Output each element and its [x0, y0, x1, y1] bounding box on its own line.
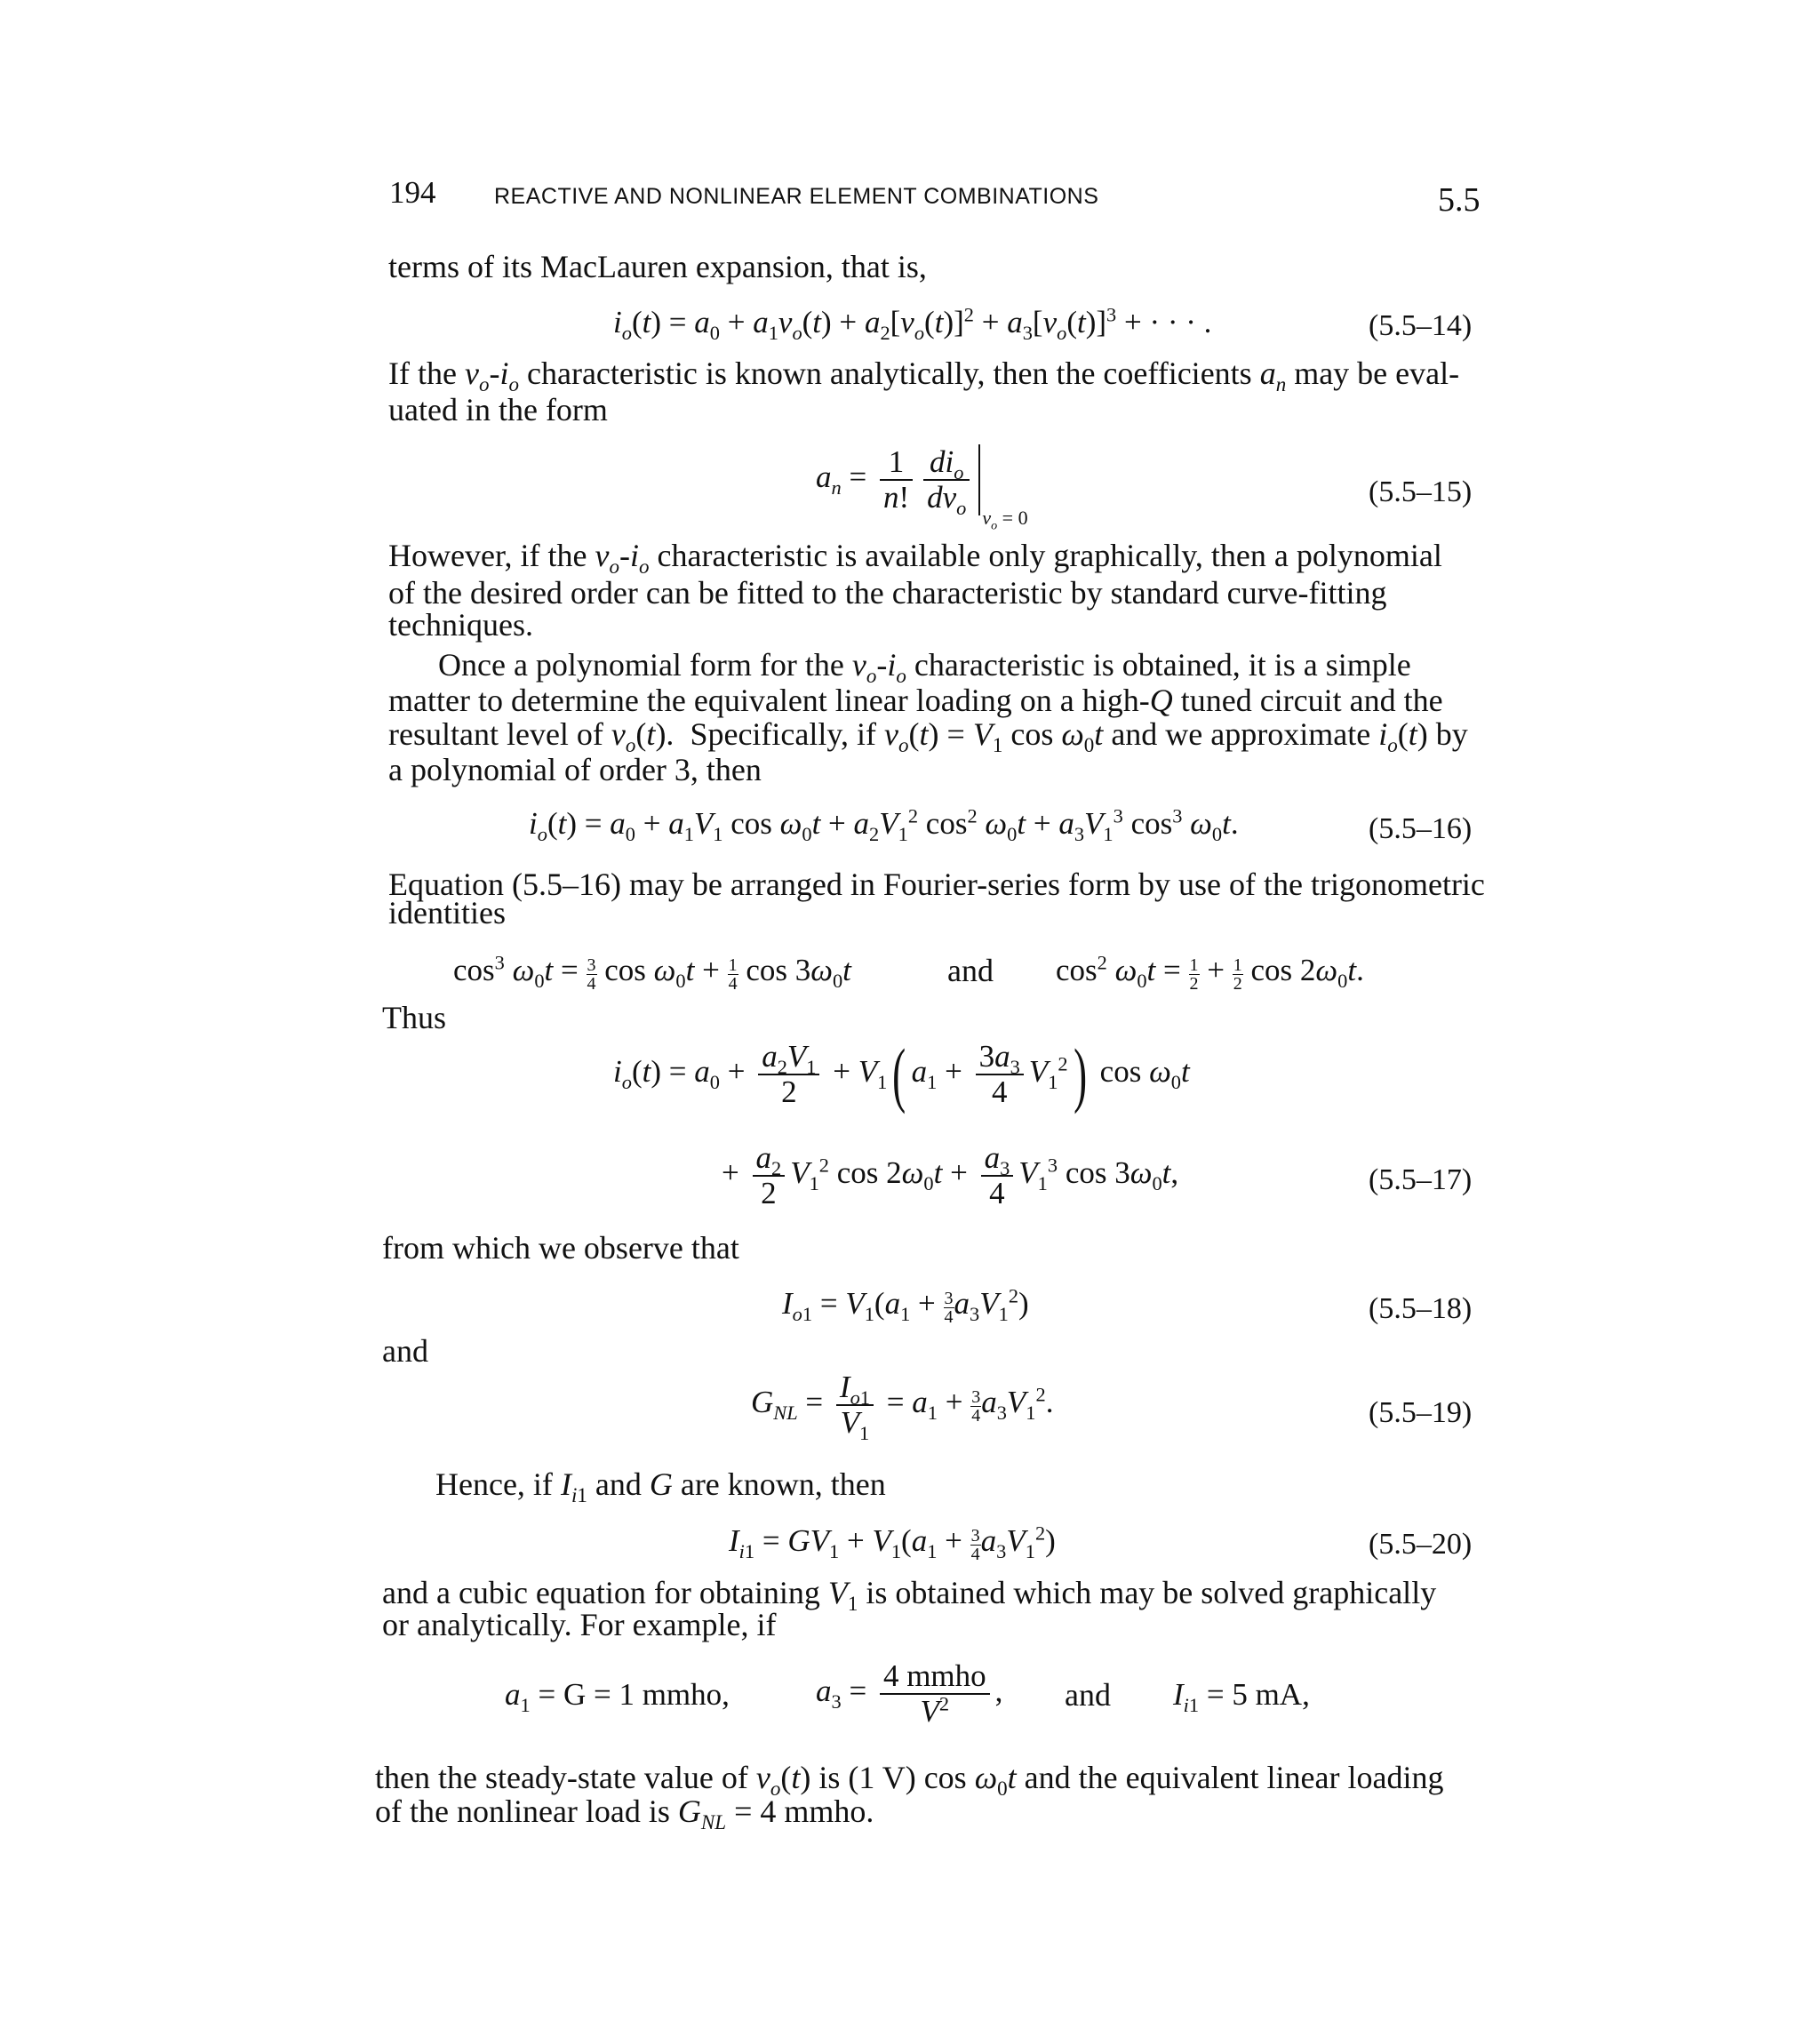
paragraph-line: from which we observe that [382, 1230, 739, 1266]
paragraph-line: or analytically. For example, if [382, 1607, 777, 1642]
paragraph-line: Equation (5.5–16) may be arranged in Fourier-series form by use of the trigonometric [388, 867, 1485, 902]
paragraph-line: and a cubic equation for obtaining $V_1$ is obtained which may be solved graphically [382, 1575, 1437, 1616]
equation-number: (5.5–15) [1369, 475, 1473, 508]
identity-and: and [947, 953, 994, 988]
paragraph-line: and [382, 1333, 428, 1369]
equation-5-5-19: $G_{NL}$ = $\frac{I_{o1}}{V_1}$ = $a_1$ + $\frac{3}{4}$ $a_3V_1^2$. [751, 1370, 1054, 1444]
equation-5-5-17-line-2: + $\frac{a_2}{2}$ $V_1^2$ $\cos 2\omega_0t$ + $\frac{a_3}{4}$ $V_1^3$ $\cos 3\omega_0t$, [722, 1140, 1179, 1210]
equation-number: (5.5–16) [1369, 812, 1473, 845]
identity-cos-squared: $\cos^2 \omega_0t$ = $\frac{1}{2}$ + $\frac{1}{2}$ $\cos 2\omega_0t$. [1056, 951, 1364, 994]
paragraph-line: then the steady-state value of $v_o(t)$ is (1 V) $\cos \omega_0t$ and the equivalent linear loading [375, 1760, 1444, 1801]
equation-5-5-16: $i_o(t) = a_0 + a_1V_1$ $\cos \omega_0t + a_2V_1^2$ $\cos^2 \omega_0t + a_3V_1^3$ $\cos^3 \omega_0t$. [529, 804, 1239, 845]
equation-5-5-17-line-1: $i_o(t) = a_0$ + $\frac{a_2V_1}{2}$ + $V_1$( $a_1$ + $\frac{3a_3}{4}$ $V_1^2$) $\cos \omega_0t$ [613, 1034, 1190, 1114]
paragraph-line: of the desired order can be fitted to the characteristic by standard curve-fitting [388, 575, 1387, 611]
paragraph-line: Hence, if $I_{i1}$ and G are known, then [435, 1466, 886, 1507]
equation-5-5-14: $i_o(t) = a_0 + a_1v_o(t) + a_2[v_o(t)]^2 + a_3[v_o(t)]^3$ + · · · . [613, 303, 1212, 344]
paragraph-line: of the nonlinear load is $G_{NL} = 4$ mmho. [375, 1793, 874, 1834]
paragraph-line: However, if the $v_o-i_o$ characteristic is available only graphically, then a polynomial [388, 538, 1442, 579]
paragraph-line: identities [388, 895, 506, 931]
page-number: 194 [389, 175, 436, 210]
equation-5-5-18: $I_{o1} = V_1(a_1$ + $\frac{3}{4}$ $a_3V_1^2$) [782, 1284, 1029, 1327]
equation-number: (5.5–17) [1369, 1163, 1473, 1196]
example-a3: $a_3$ = $\frac{\text{4 mmho}}{V^2}$ , [816, 1658, 1003, 1729]
example-and: and [1065, 1677, 1111, 1713]
paragraph-line: techniques. [388, 607, 533, 643]
running-title: REACTIVE AND NONLINEAR ELEMENT COMBINATIONS [494, 184, 1099, 209]
paragraph-line: a polynomial of order 3, then [388, 752, 762, 787]
equation-number: (5.5–14) [1369, 309, 1473, 342]
paragraph-line: matter to determine the equivalent linear loading on a high-Q tuned circuit and the [388, 683, 1443, 718]
identity-cos-cubed: $\cos^3 \omega_0t$ = $\frac{3}{4}$ $\cos \omega_0t$ + $\frac{1}{4}$ $\cos 3\omega_0t$ [453, 951, 851, 994]
paragraph-line: terms of its MacLauren expansion, that is, [388, 249, 927, 284]
equation-5-5-20: $I_{i1} = GV_1 + V_1(a_1$ + $\frac{3}{4}$ $a_3V_1^2$) [729, 1522, 1056, 1564]
section-number: 5.5 [1438, 181, 1481, 219]
equation-number: (5.5–19) [1369, 1396, 1473, 1429]
paragraph-line: Thus [382, 1000, 446, 1035]
paragraph-line: If the $v_o-i_o$ characteristic is known analytically, then the coefficients $a_n$ may be eval- [388, 355, 1460, 396]
paragraph-line: resultant level of $v_o(t)$. Specifically, if $v_o(t) = V_1$ $\cos \omega_0t$ and we approximate $i_o(t)$ by [388, 716, 1468, 757]
equation-number: (5.5–18) [1369, 1292, 1473, 1325]
equation-number: (5.5–20) [1369, 1528, 1473, 1561]
example-ii1: $I_{i1} = 5$ mA, [1173, 1677, 1310, 1716]
example-a1-g: $a_1 = G = 1$ mmho, [505, 1677, 730, 1716]
paragraph-line: uated in the form [388, 392, 608, 427]
equation-5-5-15: $a_n$ = $\frac{1}{n!}$ $\frac{di_o}{dv_o}$ $v_o = 0$ [816, 444, 1028, 533]
paragraph-line: Once a polynomial form for the $v_o-i_o$ characteristic is obtained, it is a simple [438, 647, 1411, 688]
